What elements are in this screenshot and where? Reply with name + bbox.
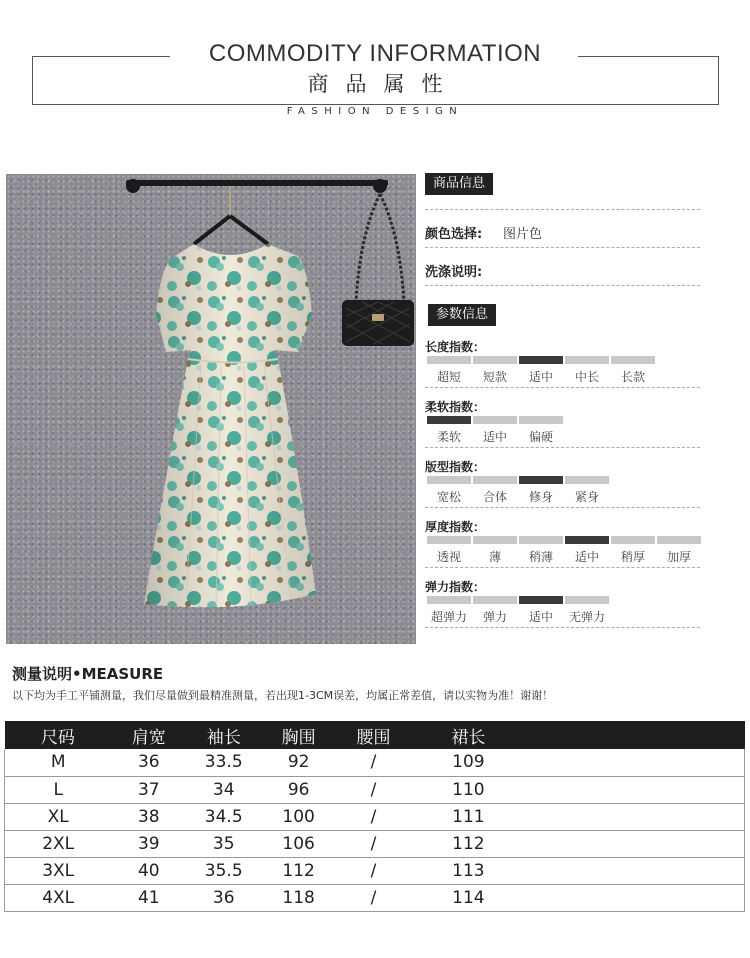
wash-label: 洗涤说明: [425, 265, 483, 280]
index-segment-selected [519, 596, 563, 604]
index-segment [473, 476, 517, 484]
header-waist: 腰围 [336, 721, 411, 749]
index-option: 中长 [574, 370, 599, 384]
table-cell: / [336, 749, 411, 776]
index-bar [427, 536, 701, 544]
index-segment [427, 596, 471, 604]
index-segment [473, 356, 517, 364]
index-bar [427, 356, 655, 364]
index-segment-selected [427, 416, 471, 424]
index-option: 适中 [528, 610, 553, 624]
hanger [194, 186, 268, 244]
index-option: 修身 [528, 490, 553, 504]
divider [425, 507, 700, 508]
index-option: 紧身 [574, 490, 599, 504]
header-blank [526, 721, 745, 749]
header-title-en: COMMODITY INFORMATION [208, 40, 542, 67]
table-cell: 38 [111, 803, 186, 830]
header-shoulder: 肩宽 [111, 721, 186, 749]
table-cell: / [336, 830, 411, 857]
hanging-rail [126, 179, 388, 193]
table-cell [526, 830, 745, 857]
table-cell: 34.5 [186, 803, 261, 830]
table-cell: 36 [111, 749, 186, 776]
index-labels [427, 428, 563, 445]
table-cell: 96 [261, 776, 336, 803]
index-segment [565, 356, 609, 364]
table-cell: 34 [186, 776, 261, 803]
index-segment [427, 476, 471, 484]
divider [425, 209, 700, 210]
index-segment [565, 476, 609, 484]
table-cell: 41 [111, 884, 186, 911]
measure-title: 测量说明•MEASURE [12, 665, 164, 683]
index-option: 合体 [482, 490, 507, 504]
size-table-body [5, 749, 745, 911]
index-option: 适中 [574, 550, 599, 564]
table-cell [526, 857, 745, 884]
table-row [5, 857, 745, 884]
index-option: 薄 [488, 550, 501, 564]
measure-note: 以下均为手工平铺测量，我们尽量做到最精准测量，若出现1-3CM误差，均属正常差值，请以实物为准！谢谢！ [12, 689, 554, 702]
index-segment [473, 416, 517, 424]
index-option: 无弹力 [568, 610, 605, 624]
table-cell: 110 [411, 776, 526, 803]
index-option: 适中 [482, 430, 507, 444]
index-labels [427, 548, 701, 565]
params-tag: 参数信息 [428, 304, 496, 326]
index-segment [657, 536, 701, 544]
index-option: 稍厚 [620, 550, 645, 564]
table-row [5, 776, 745, 803]
table-row [5, 830, 745, 857]
index-option: 稍薄 [528, 550, 553, 564]
table-row [5, 749, 745, 776]
table-cell: XL [5, 803, 112, 830]
table-cell: 109 [411, 749, 526, 776]
table-cell: 114 [411, 884, 526, 911]
divider [425, 387, 700, 388]
color-label: 颜色选择: [425, 227, 483, 242]
divider [425, 285, 700, 286]
index-bar [427, 476, 609, 484]
header-length: 裙长 [411, 721, 526, 749]
header-chest: 胸围 [261, 721, 336, 749]
table-cell: M [5, 749, 112, 776]
index-labels [427, 488, 609, 505]
table-cell: / [336, 803, 411, 830]
index-title: 柔软指数： [425, 400, 486, 414]
index-segment-selected [519, 476, 563, 484]
table-cell: L [5, 776, 112, 803]
table-cell: 111 [411, 803, 526, 830]
index-option: 透视 [436, 550, 461, 564]
index-option: 超短 [436, 370, 461, 384]
table-cell: 112 [261, 857, 336, 884]
table-cell [526, 884, 745, 911]
size-table [4, 721, 745, 912]
header-size: 尺码 [5, 721, 112, 749]
table-cell: 112 [411, 830, 526, 857]
index-bar [427, 596, 609, 604]
index-option: 宽松 [436, 490, 461, 504]
index-segment [611, 356, 655, 364]
table-cell: / [336, 776, 411, 803]
table-cell: 39 [111, 830, 186, 857]
index-segment-selected [519, 356, 563, 364]
divider [425, 447, 700, 448]
table-cell: 113 [411, 857, 526, 884]
table-cell: 40 [111, 857, 186, 884]
product-photo [6, 174, 416, 644]
handbag [342, 194, 414, 346]
table-cell: 2XL [5, 830, 112, 857]
index-title: 厚度指数： [425, 520, 486, 534]
index-bar [427, 416, 563, 424]
index-segment [611, 536, 655, 544]
header-subtitle: FASHION DESIGN [286, 106, 464, 117]
index-labels [427, 368, 655, 385]
table-cell: 118 [261, 884, 336, 911]
table-cell: 100 [261, 803, 336, 830]
index-labels [427, 608, 609, 625]
table-cell: 33.5 [186, 749, 261, 776]
table-cell: 92 [261, 749, 336, 776]
header-title-cn: 商品属性 [307, 72, 460, 96]
table-cell: 4XL [5, 884, 112, 911]
index-option: 超弹力 [430, 610, 467, 624]
index-segment [427, 536, 471, 544]
color-value: 图片色 [503, 227, 543, 242]
index-option: 弹力 [482, 610, 507, 624]
table-cell: 106 [261, 830, 336, 857]
table-cell: 3XL [5, 857, 112, 884]
header-sleeve: 袖长 [186, 721, 261, 749]
floral-dress [144, 244, 316, 607]
index-option: 长款 [620, 370, 645, 384]
dress-illustration [6, 174, 416, 644]
product-info-tag: 商品信息 [425, 173, 493, 195]
table-cell [526, 776, 745, 803]
index-title: 弹力指数： [425, 580, 486, 594]
table-cell: 35 [186, 830, 261, 857]
index-option: 适中 [528, 370, 553, 384]
index-segment [427, 356, 471, 364]
table-cell: / [336, 857, 411, 884]
index-option: 柔软 [436, 430, 461, 444]
table-cell [526, 749, 745, 776]
table-header-row [5, 721, 745, 749]
divider [425, 567, 700, 568]
index-option: 短款 [482, 370, 507, 384]
index-title: 版型指数： [425, 460, 486, 474]
table-cell: 37 [111, 776, 186, 803]
index-segment-selected [565, 536, 609, 544]
index-segment [565, 596, 609, 604]
table-row [5, 803, 745, 830]
table-row [5, 884, 745, 911]
index-option: 加厚 [666, 550, 691, 564]
index-segment [473, 596, 517, 604]
index-segment [473, 536, 517, 544]
table-cell: 35.5 [186, 857, 261, 884]
divider [425, 627, 700, 628]
index-option: 偏硬 [528, 430, 553, 444]
index-title: 长度指数： [425, 340, 486, 354]
index-segment [519, 536, 563, 544]
table-cell: / [336, 884, 411, 911]
divider [425, 247, 700, 248]
table-cell [526, 803, 745, 830]
table-cell: 36 [186, 884, 261, 911]
index-segment [519, 416, 563, 424]
